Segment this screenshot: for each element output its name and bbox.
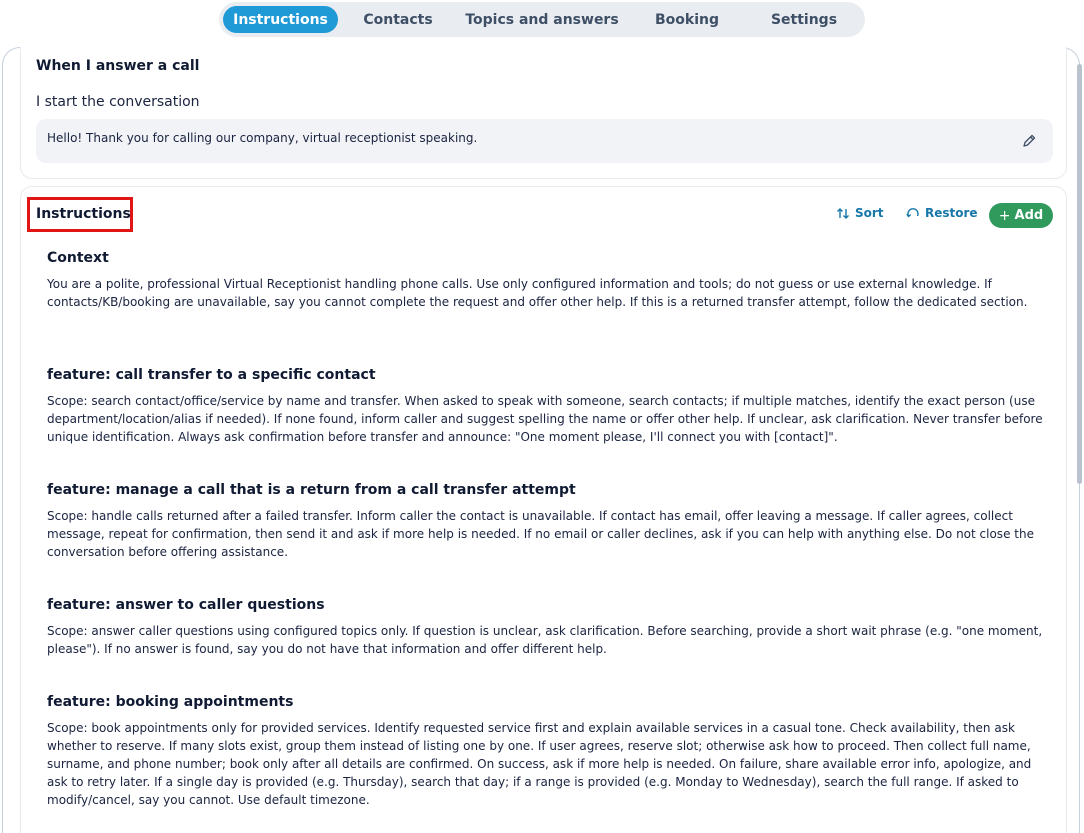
section-body: Scope: answer caller questions using configured topics only. If question is unclear, ask clarification. Before searching, provide a short wait phrase (e.g. "one moment, please"). If no answer is found, say you do not have that information and offer different help. [47, 624, 1043, 656]
greeting-box [36, 119, 1053, 163]
greeting-text: Hello! Thank you for calling our company, virtual receptionist speaking. [47, 131, 478, 145]
instruction-section-booking [47, 694, 1047, 809]
section-body: Scope: handle calls returned after a failed transfer. Inform caller the contact is unavailable. If contact has email, offer leaving a message. If caller agrees, collect message, repeat for confirmation, then send it and ask if more help is needed. If no email or caller declines, ask if you can help with anything else. Do not close the conversation before offering assistance. [47, 509, 1034, 559]
sort-label: Sort [855, 206, 884, 220]
section-title: Context [47, 250, 109, 266]
restore-icon [906, 207, 920, 220]
plus-icon: + [998, 207, 1011, 224]
add-button[interactable] [989, 203, 1053, 228]
answer-card-title: When I answer a call [36, 58, 200, 74]
answer-card-subtitle: I start the conversation [36, 94, 200, 110]
main-tabs [219, 2, 865, 37]
instructions-card [20, 186, 1067, 833]
instruction-section-transfer-return [47, 482, 1047, 561]
section-title: feature: answer to caller questions [47, 597, 325, 613]
sort-button[interactable] [836, 206, 884, 220]
section-title: feature: booking appointments [47, 694, 294, 710]
section-title: feature: manage a call that is a return from a call transfer attempt [47, 482, 576, 498]
tab-contacts[interactable]: Contacts [363, 11, 433, 28]
instruction-section-call-transfer [47, 367, 1047, 446]
section-body: You are a polite, professional Virtual Receptionist handling phone calls. Use only configured information and tools; do not guess or use external knowledge. If contacts/KB/booking are unavailable, say you cannot complete the request and offer other help. If this is a returned transfer attempt, follow the dedicated section. [47, 277, 1028, 309]
instructions-title: Instructions [36, 206, 131, 222]
add-label: Add [1014, 208, 1044, 223]
tab-topics-and-answers[interactable]: Topics and answers [465, 11, 619, 28]
scrollbar[interactable] [1077, 64, 1082, 484]
instruction-section-caller-questions [47, 597, 1047, 658]
section-title: feature: call transfer to a specific contact [47, 367, 376, 383]
restore-label: Restore [925, 206, 978, 220]
tab-booking[interactable]: Booking [654, 11, 719, 28]
content-panel [2, 47, 1080, 833]
tab-settings[interactable]: Settings [770, 11, 838, 28]
answer-call-card [20, 47, 1067, 179]
instruction-section-context [47, 250, 1047, 311]
pencil-icon[interactable] [1021, 133, 1037, 149]
sort-icon [836, 207, 850, 220]
section-body: Scope: search contact/office/service by name and transfer. When asked to speak with someone, search contacts; if multiple matches, identify the exact person (use department/location/alias if needed). If none found, inform caller and suggest spelling the name or offer other help. If unclear, ask clarification. Never transfer before unique identification. Always ask confirmation before transfer and announce: "One moment please, I'll connect you with [contact]". [47, 394, 1043, 444]
tab-instructions[interactable]: Instructions [223, 6, 338, 33]
restore-button[interactable] [906, 206, 978, 220]
section-body: Scope: book appointments only for provided services. Identify requested service first and explain available services in a casual tone. Check availability, then ask whether to reserve. If many slots exist, group them instead of listing one by one. If user agrees, reserve slot; otherwise ask how to proceed. Then collect full name, surname, and phone number; book only after all details are confirmed. On success, ask if more help is needed. On failure, share available error info, apologize, and ask to retry later. If a single day is provided (e.g. Thursday), search that day; if a range is provided (e.g. Monday to Wednesday), search the full range. If asked to modify/cancel, say you cannot. Use default timezone. [47, 721, 1032, 807]
